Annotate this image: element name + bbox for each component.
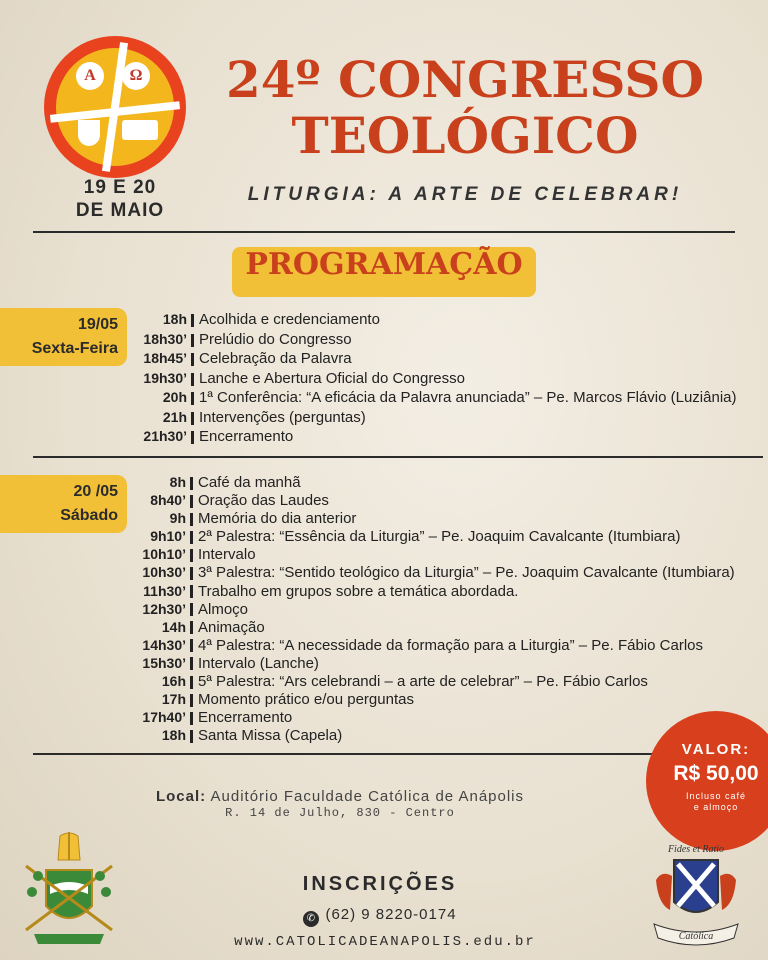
schedule-separator [190,657,193,670]
schedule-separator [190,621,193,634]
schedule-separator [190,603,193,616]
schedule-description: Memória do dia anterior [198,510,357,528]
day1-tag [0,308,127,366]
day2-weekday: Sábado [60,507,118,524]
schedule-separator [190,513,193,526]
schedule-separator [190,567,193,580]
schedule-time: 18h [161,727,186,744]
schedule-time: 8h40’ [150,492,186,509]
schedule-description: Lanche e Abertura Oficial do Congresso [199,369,465,387]
schedule-row [120,428,737,448]
inscricoes-heading: INSCRIÇÕES [302,873,458,895]
schedule-time: 14h30’ [142,636,186,653]
bible-icon [122,120,158,140]
day1-schedule [120,311,737,448]
divider-top [33,231,735,233]
price-badge [646,711,768,851]
crest-motto: Fides et Ratio [667,844,725,855]
chalice-icon [78,120,100,146]
schedule-description: Intervalo [198,546,256,564]
event-date [40,176,200,222]
schedule-time: 21h [162,408,187,425]
schedule-time: 9h [169,510,186,527]
schedule-time: 18h [162,311,187,327]
location-place: Auditório Faculdade Católica de Anápolis [210,788,525,805]
schedule-row [120,709,735,727]
schedule-separator [190,676,193,689]
schedule-time: 14h [161,618,186,635]
event-date-line2: DE MAIO [75,200,165,221]
schedule-description: Encerramento [199,428,294,445]
schedule-description: 5ª Palestra: “Ars celebrandi – a arte de celebrar” – Pe. Fábio Carlos [198,673,648,691]
subtitle: LITURGIA: A ARTE DE CELEBRAR! [247,184,683,205]
day1-date: 19/05 [77,316,118,333]
page-title [205,52,725,164]
schedule-description: Intervalo (Lanche) [198,654,319,672]
schedule-separator [191,314,194,327]
schedule-separator [190,712,193,725]
schedule-description: Oração das Laudes [198,492,329,510]
schedule-row [120,691,735,709]
schedule-description: Animação [198,618,265,636]
whatsapp-icon: ✆ [303,911,319,927]
schedule-separator [190,531,193,544]
schedule-separator [190,694,193,707]
schedule-separator [190,585,193,598]
schedule-separator [191,412,194,425]
schedule-row [120,655,735,673]
schedule-separator [190,495,193,508]
event-date-line1: 19 E 20 [83,177,157,198]
day2-tag [0,475,127,533]
price-note-1: Incluso café [685,791,747,801]
schedule-row [120,474,735,492]
schedule-description: 2ª Palestra: “Essência da Liturgia” – Pe. Joaquim Cavalcante (Itumbiara) [198,528,681,546]
schedule-description: Café da manhã [198,474,301,491]
schedule-description: Trabalho em grupos sobre a temática abordada. [198,582,519,600]
schedule-row [120,409,737,429]
location [60,788,620,805]
location-label: Local: [155,788,207,805]
title-line1: 24º CONGRESSO [225,50,705,109]
day1-weekday: Sexta-Feira [31,340,118,357]
schedule-row [120,546,735,564]
schedule-time: 10h30’ [142,564,186,581]
schedule-row [120,673,735,691]
schedule-row [120,389,737,409]
website-link[interactable]: www.CATOLICADEANAPOLIS.edu.br [234,934,536,950]
schedule-row [120,492,735,510]
price-note-2: e almoço [693,802,739,812]
schedule-description: Santa Missa (Capela) [198,727,343,745]
schedule-separator [191,392,194,405]
schedule-time: 12h30’ [142,600,186,617]
diocese-crest-icon [20,830,118,948]
price-label: VALOR: [681,741,751,758]
schedule-time: 21h30’ [143,428,187,444]
programacao-heading: PROGRAMAÇÃO [232,247,536,297]
schedule-separator [190,549,193,562]
congress-logo [44,36,186,178]
schedule-description: 4ª Palestra: “A necessidade da formação para a Liturgia” – Pe. Fábio Carlos [198,636,703,654]
schedule-time: 20h [162,389,187,405]
alpha-icon: A [76,62,104,90]
schedule-row [120,350,737,370]
schedule-time: 16h [161,673,186,690]
schedule-time: 9h10’ [150,528,186,545]
catolica-crest-icon [646,840,746,950]
schedule-description: Almoço [198,600,249,618]
schedule-separator [190,730,193,743]
schedule-time: 8h [169,474,186,490]
schedule-time: 11h30’ [143,582,186,599]
schedule-time: 17h40’ [142,709,186,726]
day2-date: 20 /05 [73,483,118,500]
schedule-row [120,370,737,390]
phone-text: (62) 9 8220-0174 [325,906,457,923]
price-amount: R$ 50,00 [673,762,759,785]
schedule-row [120,727,735,745]
schedule-separator [190,477,193,490]
schedule-time: 18h30’ [143,330,187,347]
schedule-description: Prelúdio do Congresso [199,330,352,348]
schedule-time: 17h [161,691,186,708]
schedule-separator [191,353,194,366]
schedule-separator [190,639,193,652]
schedule-description: 3ª Palestra: “Sentido teológico da Liturgia” – Pe. Joaquim Cavalcante (Itumbiara) [198,564,735,582]
schedule-description: Acolhida e credenciamento [199,311,380,328]
schedule-row [120,583,735,601]
schedule-row [120,331,737,351]
schedule-separator [191,334,194,347]
schedule-row [120,637,735,655]
omega-icon: Ω [122,62,150,90]
schedule-separator [191,373,194,386]
schedule-time: 19h30’ [143,369,187,386]
day2-schedule [120,474,735,745]
divider-mid [33,456,763,458]
schedule-description: 1ª Conferência: “A eficácia da Palavra anunciada” – Pe. Marcos Flávio (Luziânia) [199,389,737,406]
location-address: R. 14 de Julho, 830 - Centro [225,806,455,820]
schedule-description: Momento prático e/ou perguntas [198,691,414,709]
divider-bottom [33,753,693,755]
schedule-row [120,564,735,582]
schedule-row [120,619,735,637]
schedule-row [120,311,737,331]
schedule-row [120,528,735,546]
schedule-row [120,510,735,528]
crest-name: Católica [678,931,714,942]
title-line2: TEOLÓGICO [291,106,639,165]
schedule-time: 15h30’ [142,654,186,671]
schedule-description: Celebração da Palavra [199,350,352,367]
schedule-time: 10h10’ [142,546,186,563]
schedule-description: Intervenções (perguntas) [199,408,366,426]
schedule-separator [191,431,194,444]
schedule-description: Encerramento [198,709,293,727]
schedule-row [120,601,735,619]
schedule-time: 18h45’ [143,350,187,366]
phone-number[interactable] [230,906,530,927]
